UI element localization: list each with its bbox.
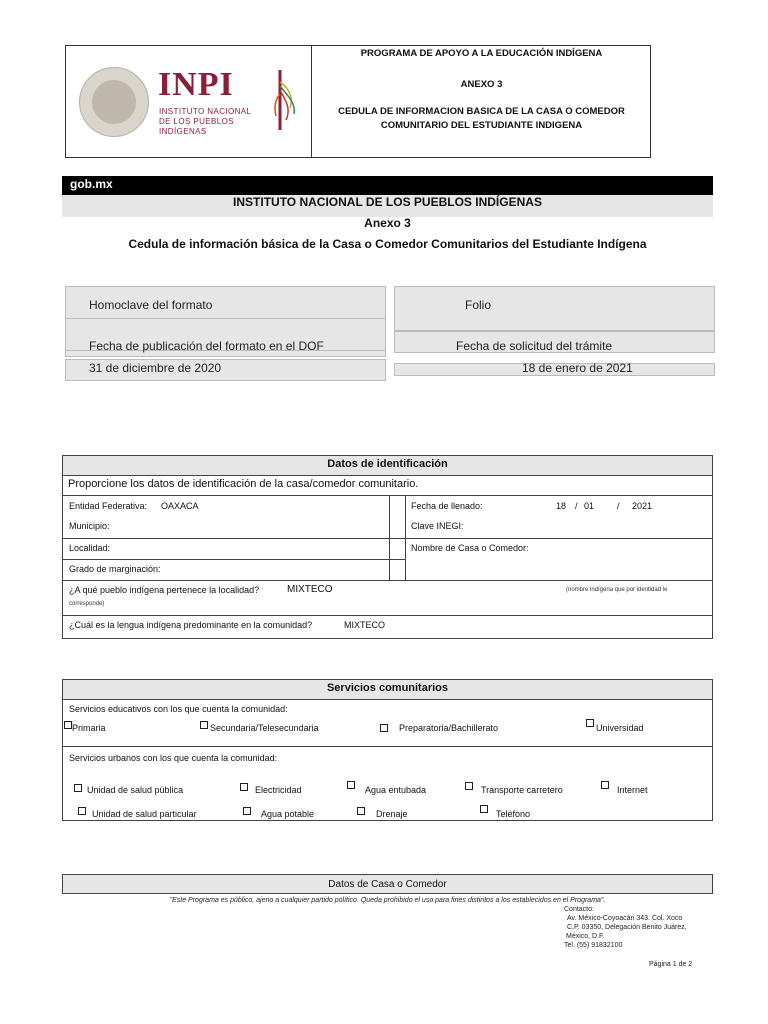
- electricidad-checkbox[interactable]: [240, 783, 248, 791]
- gob-bar: [62, 176, 713, 195]
- preparatoria-checkbox[interactable]: [380, 724, 388, 732]
- footer-address3: México, D.F.: [566, 933, 605, 940]
- casa-title: Datos de Casa o Comedor: [328, 879, 447, 890]
- urbanos-label: Servicios urbanos con los que cuenta la comunidad:: [69, 753, 278, 763]
- footer-page: Página 1 de 2: [649, 961, 693, 968]
- fecha-month: 01: [584, 501, 595, 511]
- nombre-label: Nombre de Casa o Comedor:: [411, 543, 529, 553]
- inpi-ribbon-icon: [272, 68, 298, 132]
- agua-entubada-checkbox[interactable]: [347, 781, 355, 789]
- row-divider: [63, 746, 712, 747]
- inpi-logo-sub1: INSTITUTO NACIONAL: [159, 107, 252, 116]
- institute-title: INSTITUTO NACIONAL DE LOS PUEBLOS INDÍGENAS: [233, 195, 542, 209]
- header-divider: [311, 45, 312, 158]
- telefono-label: Teléfono: [496, 809, 531, 819]
- request-date-value: 18 de enero de 2021: [522, 361, 633, 375]
- fecha-sep2: /: [617, 501, 620, 511]
- mexico-seal-center: [92, 80, 136, 124]
- pub-date-label: Fecha de publicación del formato en el DOF: [89, 339, 324, 353]
- primaria-label: Primaria: [72, 723, 106, 733]
- pueblo-value: MIXTECO: [287, 584, 333, 595]
- transporte-label: Transporte carretero: [481, 785, 563, 795]
- row-divider: [63, 495, 712, 496]
- salud-publica-checkbox[interactable]: [74, 784, 82, 792]
- universidad-checkbox[interactable]: [586, 719, 594, 727]
- fecha-sep1: /: [575, 501, 578, 511]
- educativos-label: Servicios educativos con los que cuenta la comunidad:: [69, 704, 288, 714]
- agua-potable-checkbox[interactable]: [243, 807, 251, 815]
- secundaria-label: Secundaria/Telesecundaria: [210, 723, 319, 733]
- pueblo-note1: (nombre indígena que por identidad le: [566, 587, 668, 593]
- header-cedula-line2: COMUNITARIO DEL ESTUDIANTE INDIGENA: [380, 120, 583, 131]
- primaria-checkbox[interactable]: [64, 721, 72, 729]
- salud-publica-label: Unidad de salud pública: [87, 785, 184, 795]
- localidad-label: Localidad:: [69, 543, 111, 553]
- homoclave-label: Homoclave del formato: [89, 298, 213, 312]
- footer-address1: Av. México-Coyoacán 343. Col. Xoco: [567, 915, 683, 922]
- gob-label: gob.mx: [70, 177, 113, 191]
- drenaje-checkbox[interactable]: [357, 807, 365, 815]
- header-box: [65, 45, 651, 158]
- transporte-checkbox[interactable]: [465, 782, 473, 790]
- folio-label: Folio: [465, 298, 492, 312]
- identificacion-title: Datos de identificación: [63, 456, 712, 476]
- header-program: PROGRAMA DE APOYO A LA EDUCACIÓN INDÍGENA: [360, 48, 603, 59]
- footer-address2: C.P. 03350, Delegación Benito Juárez,: [567, 924, 687, 931]
- inpi-logo-word: INPI: [158, 66, 234, 103]
- header-cedula-line1: CEDULA DE INFORMACION BASICA DE LA CASA O COMEDOR: [338, 106, 625, 117]
- pueblo-note2: corresponde): [69, 601, 105, 607]
- servicios-table: [62, 679, 713, 821]
- agua-potable-label: Agua potable: [261, 809, 315, 819]
- grado-label: Grado de marginación:: [69, 564, 161, 574]
- inpi-logo-sub3: INDÍGENAS: [159, 127, 207, 136]
- clave-label: Clave INEGI:: [411, 521, 464, 531]
- lengua-label: ¿Cuál es la lengua indígena predominante en la comunidad?: [69, 620, 313, 630]
- pub-date-value: 31 de diciembre de 2020: [89, 361, 222, 375]
- salud-particular-label: Unidad de salud particular: [92, 809, 197, 819]
- entidad-value: OAXACA: [161, 501, 199, 511]
- entidad-label: Entidad Federativa:: [69, 501, 148, 511]
- annex-title: Anexo 3: [364, 216, 411, 230]
- row-divider: [63, 559, 406, 560]
- footer-contact-label: Contacto:: [564, 906, 594, 913]
- agua-entubada-label: Agua entubada: [365, 785, 427, 795]
- header-annex: ANEXO 3: [460, 79, 503, 90]
- fecha-label: Fecha de llenado:: [411, 501, 483, 511]
- preparatoria-label: Preparatoria/Bachillerato: [399, 723, 499, 733]
- row-divider: [406, 538, 712, 539]
- universidad-label: Universidad: [596, 723, 644, 733]
- request-date-label: Fecha de solicitud del trámite: [456, 339, 613, 353]
- internet-checkbox[interactable]: [601, 781, 609, 789]
- fecha-year: 2021: [632, 501, 653, 511]
- municipio-label: Municipio:: [69, 521, 110, 531]
- row-divider: [63, 538, 406, 539]
- folio-box: [394, 286, 715, 331]
- footer-disclaimer: "Este Programa es público, ajeno a cualquier partido político. Queda prohibido el uso para fines distintos a los establecidos en el Programa".: [169, 897, 606, 904]
- inpi-logo-sub2: DE LOS PUEBLOS: [159, 117, 234, 126]
- electricidad-label: Electricidad: [255, 785, 302, 795]
- internet-label: Internet: [617, 785, 648, 795]
- row-divider: [63, 580, 712, 581]
- identificacion-instructions: Proporcione los datos de identificación de la casa/comedor comunitario.: [68, 478, 419, 490]
- telefono-checkbox[interactable]: [480, 805, 488, 813]
- row-divider: [63, 615, 712, 616]
- footer-phone: Tel. (55) 91832100: [564, 942, 623, 949]
- cedula-title: Cedula de información básica de la Casa o Comedor Comunitarios del Estudiante Indígena: [128, 237, 647, 251]
- salud-particular-checkbox[interactable]: [78, 807, 86, 815]
- lengua-value: MIXTECO: [344, 620, 386, 630]
- drenaje-label: Drenaje: [376, 809, 408, 819]
- fecha-day: 18: [556, 501, 567, 511]
- secundaria-checkbox[interactable]: [200, 721, 208, 729]
- pueblo-label: ¿A qué pueblo indígena pertenece la localidad?: [69, 585, 260, 595]
- servicios-title: Servicios comunitarios: [63, 680, 712, 700]
